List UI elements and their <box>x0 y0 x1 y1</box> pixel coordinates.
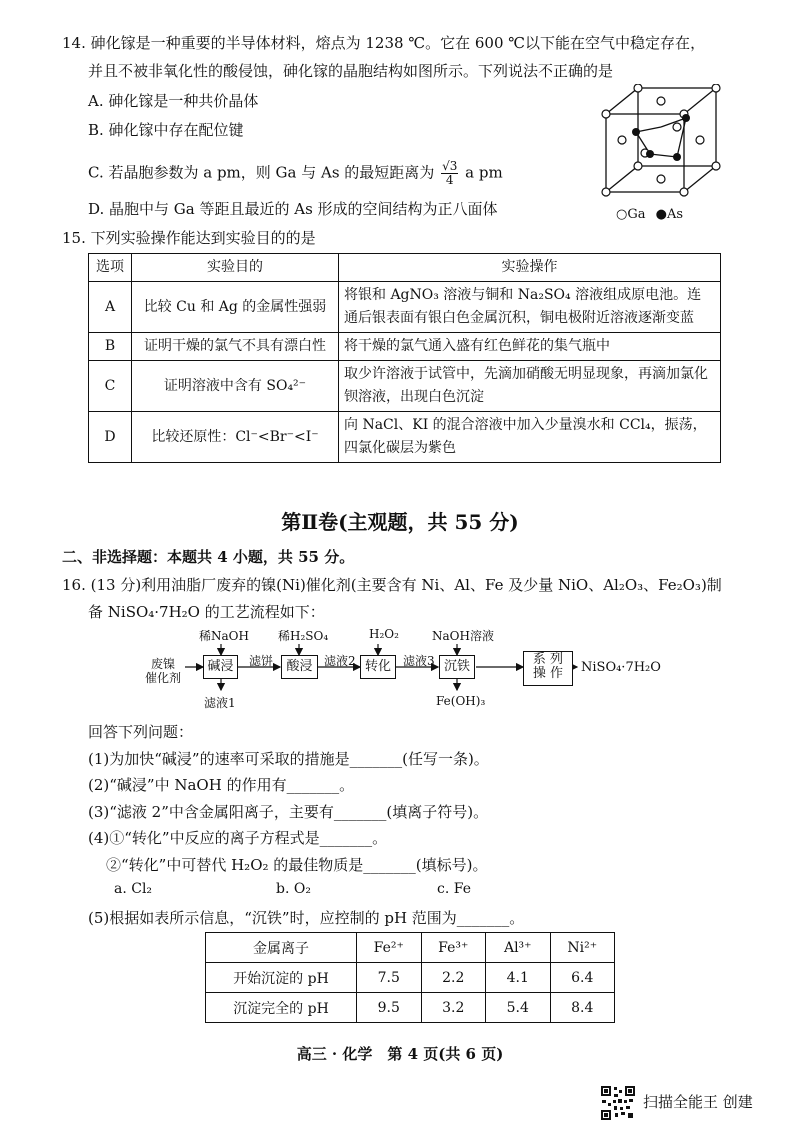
q15-table <box>88 253 721 463</box>
table-header-row: 选项 实验目的 实验操作 <box>89 254 721 282</box>
q16-part-2: (2)“碱浸”中 NaOH 的作用有_______。 <box>88 776 355 794</box>
table-row: D 比较还原性：Cl⁻<Br⁻<I⁻ 向 NaCl、KI 的混合溶液中加入少量溴水和 CCl₄，振荡，四氯化碳层为紫色 <box>89 412 721 463</box>
sqrt3-over-4-fraction: $\frac{√3}{4}$ <box>442 159 458 187</box>
qr-code-icon <box>600 1085 636 1121</box>
flow-step-alkali-leach: 碱浸 <box>203 655 238 679</box>
scanner-watermark: 扫描全能王 创建 <box>643 1093 753 1111</box>
stream-filtrate-3: 滤液3 <box>403 654 435 668</box>
flow-start-material: 废镍 催化剂 <box>145 657 182 685</box>
page-footer: 高三 · 化学 第 4 页(共 6 页) <box>296 1045 504 1063</box>
q16-part-4a: (4)①“转化”中反应的离子方程式是_______。 <box>88 829 388 847</box>
q16-part-5: (5)根据如表所示信息，“沉铁”时，应控制的 pH 范围为_______。 <box>88 909 525 927</box>
q14-stem-line2: 并且不被非氧化性的酸侵蚀，砷化镓的晶胞结构如图所示。下列说法不正确的是 <box>88 62 614 80</box>
flow-step-acid-leach: 酸浸 <box>281 655 318 679</box>
stream-filtrate-1: 滤液1 <box>204 696 236 710</box>
answer-intro: 回答下列问题： <box>88 723 194 741</box>
q14-option-b: B. 砷化镓中存在配位键 <box>88 121 244 139</box>
q14-stem-line1: 14. 砷化镓是一种重要的半导体材料，熔点为 1238 ℃。它在 600 ℃以下能在空气中稳定存在， <box>62 34 706 52</box>
reagent-dilute-naoh: 稀NaOH <box>199 629 249 643</box>
q14-option-a: A. 砷化镓是一种共价晶体 <box>88 92 259 110</box>
q14-option-c: C. 若晶胞参数为 a pm，则 Ga 与 As 的最短距离为 $\frac{√3}{4}$ a pm <box>88 159 503 187</box>
reagent-h2o2: H₂O₂ <box>369 627 399 641</box>
flow-step-series-operations: 系 列 操 作 <box>523 651 573 686</box>
flow-step-conversion: 转化 <box>360 655 396 679</box>
table-row: 沉淀完全的 pH 9.5 3.2 5.4 8.4 <box>206 993 615 1023</box>
q16-part-1: (1)为加快“碱浸”的速率可采取的措施是_______(任写一条)。 <box>88 750 489 768</box>
section-intro: 二、非选择题：本题共 4 小题，共 55 分。 <box>62 548 355 566</box>
stream-filter-cake: 滤饼 <box>249 654 274 668</box>
choice-a: a. Cl₂ <box>114 881 153 897</box>
table-row: C 证明溶液中含有 SO₄²⁻ 取少许溶液于试管中，先滴加硝酸无明显现象，再滴加氯化钡溶液，出现白色沉淀 <box>89 361 721 412</box>
q14-option-d: D. 晶胞中与 Ga 等距且最近的 As 形成的空间结构为正八面体 <box>88 200 498 218</box>
q15-stem: 15. 下列实验操作能达到实验目的的是 <box>62 229 316 247</box>
q16-part-3: (3)“滤液 2”中含金属阳离子，主要有_______(填离子符号)。 <box>88 803 489 821</box>
section-title: 第Ⅱ卷(主观题，共 55 分) <box>281 510 519 534</box>
q14-option-c-text: C. 若晶胞参数为 a pm，则 Ga 与 As 的最短距离为 <box>88 163 435 182</box>
q16-stem-line1: 16. (13 分)利用油脂厂废弃的镍(Ni)催化剂(主要含有 Ni、Al、Fe 及少量 NiO、Al₂O₃、Fe₂O₃)制 <box>62 576 722 594</box>
stream-filtrate-2: 滤液2 <box>324 654 356 668</box>
as-filled-circle-icon: ● <box>655 207 667 222</box>
reagent-dilute-h2so4: 稀H₂SO₄ <box>278 629 329 643</box>
table-row: B 证明干燥的氯气不具有漂白性 将干燥的氯气通入盛有红色鲜花的集气瓶中 <box>89 333 721 361</box>
byproduct-iron-hydroxide: Fe(OH)₃ <box>436 694 486 708</box>
table-header-row: 金属离子 Fe²⁺ Fe³⁺ Al³⁺ Ni²⁺ <box>206 933 615 963</box>
final-product: NiSO₄·7H₂O <box>581 660 661 675</box>
unit-cell-legend: ○Ga ●As <box>616 207 684 222</box>
reagent-naoh-solution: NaOH溶液 <box>432 629 494 643</box>
q16-stem-line2: 备 NiSO₄·7H₂O 的工艺流程如下： <box>88 603 325 621</box>
table-row: 开始沉淀的 pH 7.5 2.2 4.1 6.4 <box>206 963 615 993</box>
ph-table <box>205 932 615 1023</box>
gaas-unit-cell-diagram <box>598 84 738 202</box>
ga-open-circle-icon: ○ <box>616 207 628 222</box>
choice-b: b. O₂ <box>276 881 311 897</box>
flow-step-iron-precipitation: 沉铁 <box>439 655 475 679</box>
q16-part-4b: ②“转化”中可替代 H₂O₂ 的最佳物质是_______(填标号)。 <box>106 856 488 874</box>
table-row: A 比较 Cu 和 Ag 的金属性强弱 将银和 AgNO₃ 溶液与铜和 Na₂SO₄ 溶液组成原电池。连通后银表面有银白色金属沉积，铜电极附近溶液逐渐变蓝 <box>89 282 721 333</box>
choice-c: c. Fe <box>437 881 471 897</box>
